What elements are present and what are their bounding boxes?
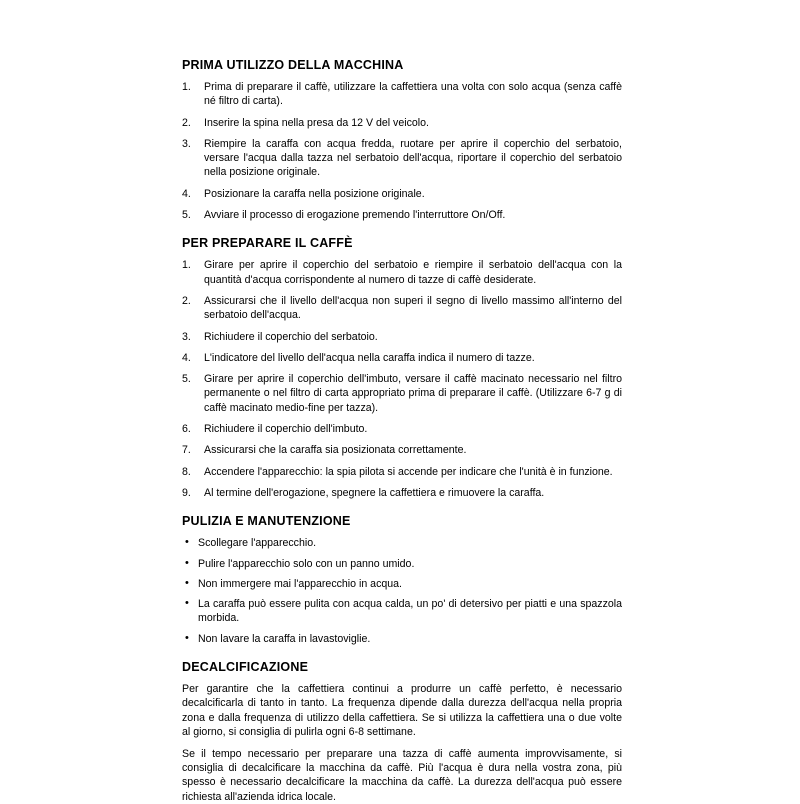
list-number: 1.: [182, 259, 191, 272]
list-item-text: Inserire la spina nella presa da 12 V del veicolo.: [204, 116, 429, 129]
list-item-text: Assicurarsi che la caraffa sia posizionata correttamente.: [204, 444, 467, 457]
list-number: 9.: [182, 486, 191, 499]
section-title-decalcificazione: DECALCIFICAZIONE: [182, 660, 309, 675]
list-item-text: Scollegare l'apparecchio.: [198, 537, 317, 550]
list-item: [182, 536, 622, 550]
section-title-prima-utilizzo: PRIMA UTILIZZO DELLA MACCHINA: [182, 58, 404, 72]
list-number: 5.: [182, 373, 191, 386]
section-title-pulizia-e-manutenzione: PULIZIA E MANUTENZIONE: [182, 514, 351, 529]
list-item-text: Non immergere mai l'apparecchio in acqua.: [198, 577, 402, 590]
section-title-per-preparare-il-caffe: PER PREPARARE IL CAFFÈ: [182, 236, 353, 251]
list-item: [182, 80, 622, 109]
list-item: [182, 557, 622, 571]
list-number: 2.: [182, 116, 191, 129]
section-per-preparare-il-caffe: [182, 236, 622, 500]
list-item-text: Pulire l'apparecchio solo con un panno umido.: [198, 557, 415, 570]
paragraph: Per garantire che la caffettiera continui a produrre un caffè perfetto, è necessario decalcificarla di tanto in tanto. La frequenza dipende dalla durezza dell'acqua nella propria zona e dalla frequenza di utilizzo della caffettiera. Se si utilizza la caffettiera una o due volte al giorno, si consiglia di pulirla ogni 6-8 settimane.: [182, 683, 622, 739]
list-item: [182, 187, 622, 201]
list-prima-utilizzo: [182, 80, 622, 222]
section-pulizia-e-manutenzione: [182, 514, 622, 646]
list-item: [182, 597, 622, 626]
list-item: [182, 258, 622, 287]
list-item: [182, 632, 622, 646]
list-item-text: Richiudere il coperchio dell'imbuto.: [204, 423, 368, 436]
list-item: [182, 486, 622, 500]
list-pulizia-e-manutenzione: [182, 536, 622, 646]
list-item-text: La caraffa può essere pulita con acqua calda, un po' di detersivo per piatti e una spazzola morbida.: [198, 598, 622, 625]
list-item: [182, 443, 622, 457]
list-item: [182, 208, 622, 222]
list-item-text: Al termine dell'erogazione, spegnere la caffettiera e rimuovere la caraffa.: [204, 486, 545, 499]
list-number: 1.: [182, 81, 191, 93]
list-item-text: Richiudere il coperchio del serbatoio.: [204, 330, 378, 343]
paragraph: Se il tempo necessario per preparare una tazza di caffè aumenta improvvisamente, si consiglia di decalcificare la macchina da caffè. Più l'acqua è dura nella vostra zona, più spesso è necessario decalcificare la macchina da caffè. La durezza dell'acqua può essere richiesta all'azienda idrica locale.: [182, 747, 622, 803]
list-item-text: Accendere l'apparecchio: la spia pilota si accende per indicare che l'unità è in funzione.: [204, 465, 613, 478]
list-item: [182, 577, 622, 591]
list-number: 3.: [182, 330, 191, 343]
list-item-text: Posizionare la caraffa nella posizione originale.: [204, 187, 425, 200]
list-item-text: Non lavare la caraffa in lavastoviglie.: [198, 632, 371, 645]
list-item-text: Girare per aprire il coperchio del serbatoio e riempire il serbatoio dell'acqua con la quantità d'acqua corrispondente al numero di tazze di caffè desiderate.: [204, 259, 622, 286]
list-number: 7.: [182, 444, 191, 457]
list-item: [182, 294, 622, 323]
list-item-text: Riempire la caraffa con acqua fredda, ruotare per aprire il coperchio del serbatoio, versare l'acqua dalla tazza nel serbatoio dell'acqua, riportare il coperchio del serbatoio nella posizione originale.: [204, 137, 622, 179]
list-item: [182, 330, 622, 344]
list-item-text: Avviare il processo di erogazione premendo l'interruttore On/Off.: [204, 209, 506, 222]
bullet-icon: •: [185, 631, 189, 644]
bullet-icon: •: [185, 556, 189, 569]
list-number: 6.: [182, 423, 191, 436]
bullet-icon: •: [185, 576, 189, 589]
list-item-text: L'indicatore del livello dell'acqua nella caraffa indica il numero di tazze.: [204, 351, 535, 364]
list-item-text: Girare per aprire il coperchio dell'imbuto, versare il caffè macinato necessario nel filtro permanente o nel filtro di carta appropriato prima di preparare il caffè. (Utilizzare 6-7 g di caffè macinato medio-fine per tazza).: [204, 373, 622, 414]
list-number: 5.: [182, 209, 191, 222]
list-item: [182, 372, 622, 415]
list-number: 8.: [182, 465, 191, 478]
list-per-preparare-il-caffe: [182, 258, 622, 500]
section-decalcificazione: [182, 660, 622, 804]
list-item: [182, 351, 622, 365]
list-number: 2.: [182, 294, 191, 307]
list-number: 4.: [182, 351, 191, 364]
section-prima-utilizzo: [182, 58, 622, 222]
list-item-text: Prima di preparare il caffè, utilizzare la caffettiera una volta con solo acqua (senza caffè né filtro di carta).: [204, 81, 622, 108]
list-item: [182, 422, 622, 436]
list-number: 4.: [182, 187, 191, 200]
bullet-icon: •: [185, 597, 189, 610]
list-item-text: Assicurarsi che il livello dell'acqua non superi il segno di livello massimo all'interno del serbatoio dell'acqua.: [204, 294, 622, 322]
list-item: [182, 137, 622, 180]
list-item: [182, 465, 622, 479]
list-number: 3.: [182, 137, 191, 150]
list-item: [182, 116, 622, 130]
bullet-icon: •: [185, 536, 189, 549]
